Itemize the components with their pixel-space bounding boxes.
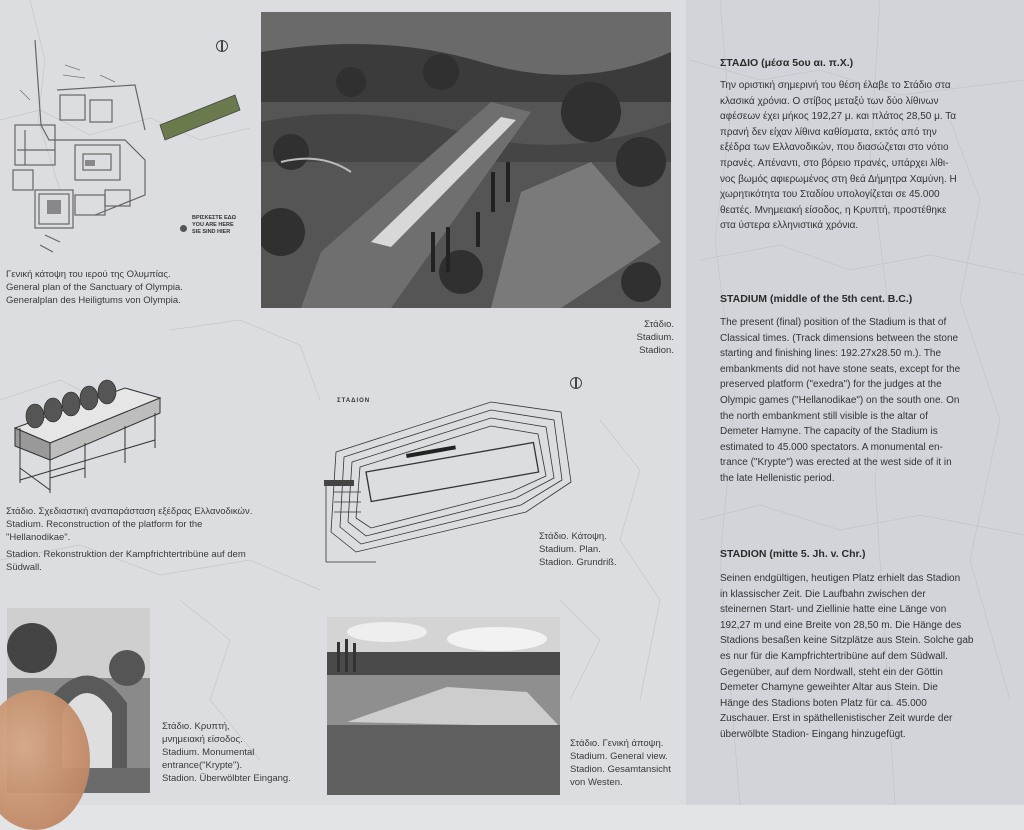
krypte-caption: Στάδιο. Κρυπτή, μνημειακή είσοδος. Stadium. Monumental entrance("Krypte"). Stadion. Überwölbter Eingang.: [162, 721, 291, 784]
north-arrow-icon: [216, 40, 228, 52]
german-section-title: STADION (mitte 5. Jh. v. Chr.): [720, 548, 866, 560]
stadium-plan-label: ΣΤΑΔΙΟΝ: [337, 398, 371, 404]
stadium-plan-caption: Στάδιο. Κάτοψη. Stadium. Plan. Stadion. Grundriß.: [539, 531, 617, 568]
greek-section-body: Την οριστική σημερινή του θέση έλαβε το Στάδιο στα κλασικά χρόνια. Ο στίβος μεταξύ των δύο λίθινων αφέσεων έχει μήκος 192,27 μ. και πλάτος 28,50 μ. Τα πρανή δεν είχαν λίθινα καθίσματα, εκτός από την εξέδρα των Ελλανοδικών, που διασώζεται στο νότιο πρανές. Απέναντι, στο βόρειο πρανές, υπάρχει λίθι- νος βωμός αφιερωμένος στη θεά Δήμητρα Χαμύνη. Η χωρητικότητα του Σταδίου υπολογίζεται σε 45.000 θεατές. Μνημειακή είσοδος, η Κρυπτή, προστέθηκε στα ύστερα ελληνιστικά χρόνια.: [720, 80, 957, 232]
greek-section-title: ΣΤΑΔΙΟ (μέσα 5ου αι. π.Χ.): [720, 57, 854, 69]
platform-reconstruction-drawing: [5, 368, 170, 498]
you-are-here-marker: [180, 225, 187, 232]
english-section-body: The present (final) position of the Stadium is that of Classical times. (Track dimensions between the stone starting and finishing lines: 192.27x28.50 m.). The embankments did not have stone seats, except for the preserved platform ("exedra") for the judges at the Olympic games ("Hellanodikae") on the south one. On the north embankment still visible is the altar of Demeter Hamyne. The capacity of the Stadium is estimated to 45.000 spectators. A monumental en- trance ("Krypte") was erected at the west side of it in the late Hellenistic period.: [720, 317, 961, 484]
stadium-plan-north-arrow-icon: [570, 377, 582, 389]
general-view-photo: [327, 617, 560, 795]
stadium-highlight-shape: [160, 95, 240, 140]
german-section-body: Seinen endgültigen, heutigen Platz erhielt das Stadion in klassischer Zeit. Die Laufbahn zwischen der steinernen Start- und Ziellinie hatte eine Länge von 192,27 m und eine Breite von 28,50 m. Die Hänge des Stadions besaßen keine Sitzplätze aus Stein. Solche gab es nur für die Kampfrichtertribüne auf dem Südwall. Gegenüber, auf dem Nordwall, steht ein der Göttin Demeter Chamyne geweihter Altar aus Stein. Die Hänge des Stadions boten Platz für ca. 45.000 Zuschauer. Erst in späthellenistischer Zeit wurde der überwölbte Stadion- Eingang hinzugefügt.: [720, 573, 974, 740]
general-view-caption: Στάδιο. Γενική άποψη. Stadium. General view. Stadion. Gesamtansicht von Westen.: [570, 738, 671, 788]
aerial-photo: [261, 12, 671, 308]
english-section-title: STADIUM (middle of the 5th cent. B.C.): [720, 293, 913, 305]
you-are-here-legend: ΒΡΙΣΚΕΣΤΕ ΕΔΩ YOU ARE HERE SIE SIND HIER: [192, 215, 236, 235]
site-plan-caption: Γενική κάτοψη του ιερού της Ολυμπίας. General plan of the Sanctuary of Olympia. Generalplan des Heiligtums von Olympia.: [6, 269, 183, 306]
aerial-photo-caption: Στάδιο. Stadium. Stadion.: [636, 319, 674, 356]
platform-caption: Στάδιο. Σχεδιαστική αναπαράσταση εξέδρας Ελλανοδικών. Stadium. Reconstruction of the platform for the "Hellanodikae". Stadion. Rekonstruktion der Kampfrichtertribüne auf dem Südwall.: [6, 506, 253, 573]
